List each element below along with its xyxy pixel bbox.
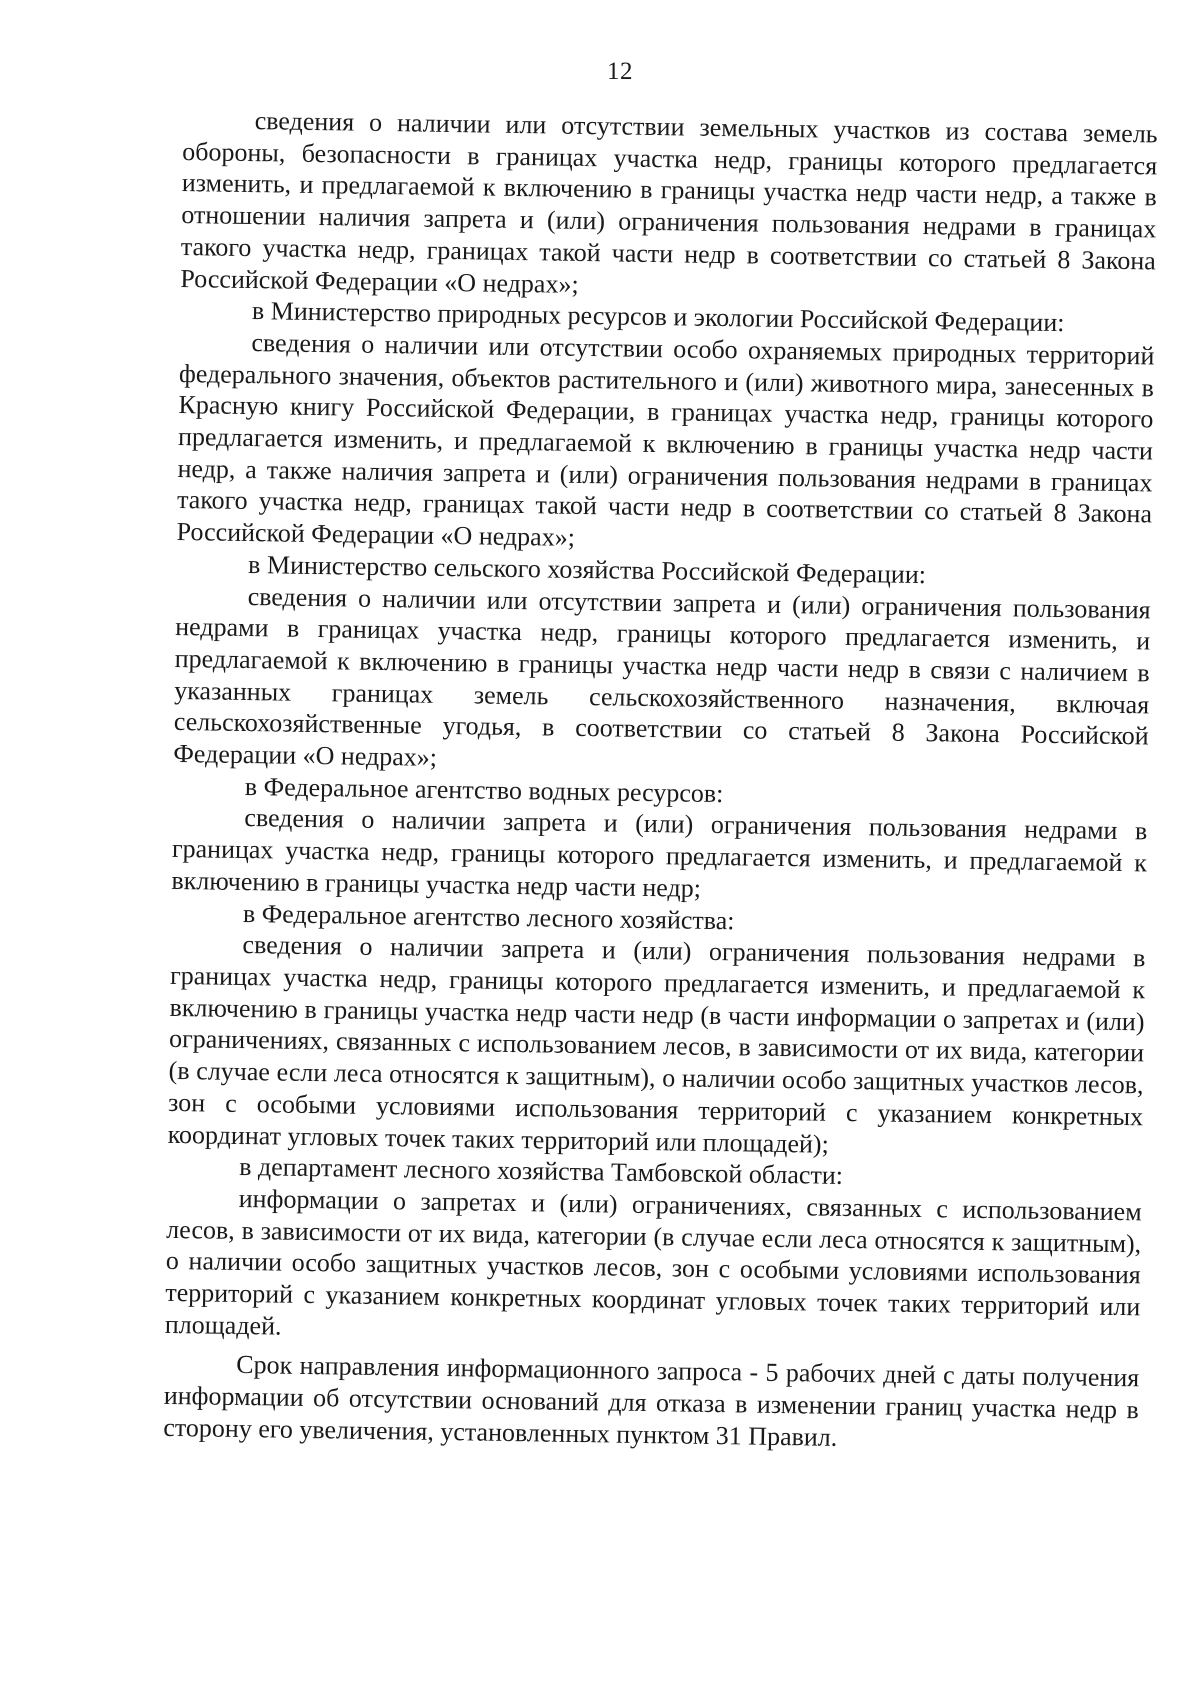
recipient-ministry-agriculture: в Министерство сельского хозяйства Российской Федерации: — [247, 549, 927, 589]
paragraph-forest-restriction-info: сведения о наличии запрета и (или) ограничения пользования недрами в границах участка недр, границы которого предлагается изменить, и предлагаемой к включению в границы участка недр части недр (в части информации о запретах и (или) ограничениях, связанных с использованием лесов, в зависимости от их вида, категории (в случае если леса относятся к защитным), о наличии особо защитных участков лесов, зон с особыми условиями использования территорий с указанием конкретных координат угловых точек таких территорий или площадей); — [167, 930, 1146, 1159]
page-number: 12 — [607, 58, 633, 85]
recipient-water-resources-agency: в Федеральное агентство водных ресурсов: — [244, 771, 724, 808]
recipient-tambov-forestry-department: в департамент лесного хозяйства Тамбовской области: — [239, 1152, 844, 1191]
paragraph-request-deadline: Срок направления информационного запроса - 5 рабочих дней с даты получения информации об отсутствии оснований для отказа в изменении границ участка недр в сторону его увеличения, установленных пунктом 31 Правил. — [163, 1350, 1140, 1452]
recipient-ministry-natural-resources: в Министерство природных ресурсов и экологии Российской Федерации: — [251, 296, 1065, 338]
paragraph-tambov-forest-info: информации о запретах и (или) ограничениях, связанных с использованием лесов, в зависимости от их вида, категории (в случае если леса относятся к защитным), о наличии особо защитных участков лесов, зон с особыми условиями использования территорий с указанием конкретных координат угловых точек таких территорий или площадей. — [164, 1183, 1142, 1341]
paragraph-agricultural-land-info: сведения о наличии или отсутствии запрета и (или) ограничения пользования недрами в границах участка недр, границы которого предлагается изменить, и предлагаемой к включению в границы участка недр части недр в связи с наличием в указанных границах земель сельскохозяйственного назначения, включая сельскохозяйственные угодья, в соответствии со статьей 8 Закона Российской Федерации «О недрах»; — [173, 581, 1151, 772]
paragraph-protected-areas-info: сведения о наличии или отсутствии особо охраняемых природных территорий федерального значения, объектов растительного и (или) животного мира, занесенных в Красную книгу Российской Федерации, в границах участка недр, границы которого предлагается изменить, и предлагаемой к включению в границы участка недр части недр, а также наличия запрета и (или) ограничения пользования недрами в границах такого участка недр, границах такой части недр в соответствии со статьей 8 Закона Российской Федерации «О недрах»; — [176, 327, 1155, 553]
paragraph-defense-land-info: сведения о наличии или отсутствии земельных участков из состава земель обороны, безопасности в границах участка недр, границы которого предлагается изменить, и предлагаемой к включению в границы участка недр части недр, а также в отношении наличия запрета и (или) ограничения пользования недрами в границах такого участка недр, границах такой части недр в соответствии со статьей 8 Закона Российской Федерации «О недрах»; — [180, 106, 1158, 299]
paragraph-water-restriction-info: сведения о наличии запрета и (или) ограничения пользования недрами в границах участка недр, границы которого предлагается изменить, и предлагаемой к включению в границы участка недр части недр; — [171, 803, 1148, 903]
recipient-forestry-agency: в Федеральное агентство лесного хозяйства: — [242, 898, 735, 935]
document-body — [163, 104, 1158, 1458]
